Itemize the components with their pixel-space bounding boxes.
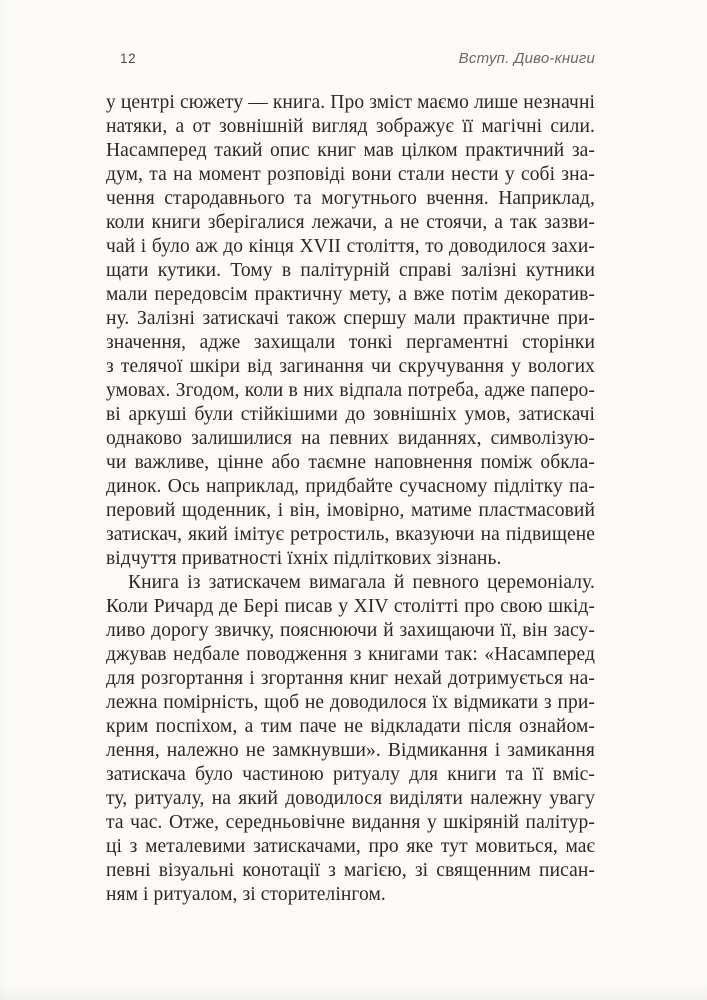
text-line: з телячої шкіри від загинання чи скручування у вологих xyxy=(106,356,595,377)
text-line: однаково залишилися на певних виданнях, символізую- xyxy=(106,428,595,449)
text-line: ту, ритуалу, на який доводилося виділяти належну увагу xyxy=(106,788,595,809)
text-line: умовах. Згодом, коли в них відпала потреба, адже паперо- xyxy=(106,380,595,401)
text-line: у центрі сюжету — книга. Про зміст маємо лише незначні xyxy=(106,92,595,113)
text-line: ці з металевими затискачами, про яке тут мовиться, має xyxy=(106,836,595,857)
text-line: ливо дорогу звичку, пояснюючи й захищаючи її, він засу- xyxy=(106,620,595,641)
text-line: ну. Залізні затискачі також спершу мали практичне при- xyxy=(106,308,595,329)
text-line: значення, адже захищали тонкі пергаментні сторінки xyxy=(106,332,595,353)
text-line: лення, належно не замкнувши». Відмикання і замикання xyxy=(106,740,595,761)
text-line: ві аркуші були стійкішими до зовнішніх умов, затискачі xyxy=(106,404,595,425)
text-line: перовий щоденник, і він, імовірно, матиме пластмасовий xyxy=(106,500,595,521)
text-line: чай і було аж до кінця XVII століття, то доводилося захи- xyxy=(106,236,595,257)
text-line: чення стародавнього та могутнього вчення. Наприклад, xyxy=(106,188,595,209)
text-line: Насамперед такий опис книг мав цілком практичний за- xyxy=(106,140,595,161)
text-line: Коли Ричард де Бері писав у XIV столітті про свою шкід- xyxy=(106,596,595,617)
text-line: чи важливе, цінне або таємне наповнення поміж обкла- xyxy=(106,452,595,473)
text-line: Книга із затискачем вимагала й певного церемоніалу. xyxy=(128,572,595,593)
text-line: затискача було частиною ритуалу для книги та її вміс- xyxy=(106,764,595,785)
text-line: щати кутики. Тому в палітурній справі залізні кутники xyxy=(106,260,595,281)
text-line: лежна помірність, щоб не доводилося їх відмикати з при- xyxy=(106,692,595,713)
text-line: натяки, а от зовнішній вигляд зображує її магічні сили. xyxy=(106,116,595,137)
page-number: 12 xyxy=(120,51,137,66)
text-line: динок. Ось наприклад, придбайте сучасному підлітку па- xyxy=(106,476,595,497)
text-line: джував недбале поводження з книгами так: «Насамперед xyxy=(106,644,595,665)
text-line: та час. Отже, середньовічне видання у шкіряній палітур- xyxy=(106,812,595,833)
text-line: відчуття приватності їхніх підліткових зізнань. xyxy=(106,548,502,569)
running-title: Вступ. Диво-книги xyxy=(458,50,595,67)
text-line: певні візуальні конотації з магією, зі священним писан- xyxy=(106,860,595,881)
text-block xyxy=(106,91,595,907)
text-line: коли книги зберігалися лежачи, а не стоячи, а так зазви- xyxy=(106,212,595,233)
page-header xyxy=(106,50,595,67)
text-line: затискач, який імітує ретростиль, вказуючи на підвищене xyxy=(106,524,595,545)
text-line: ням і ритуалом, зі сторителінгом. xyxy=(106,884,386,905)
text-line: крим поспіхом, а тим паче не відкладати після ознайом- xyxy=(106,716,595,737)
text-line: для розгортання і згортання книг нехай дотримується на- xyxy=(106,668,595,689)
text-line: мали передовсім практичну мету, а вже потім декоратив- xyxy=(106,284,595,305)
text-line: дум, та на момент розповіді вони стали нести у собі зна- xyxy=(106,164,595,185)
